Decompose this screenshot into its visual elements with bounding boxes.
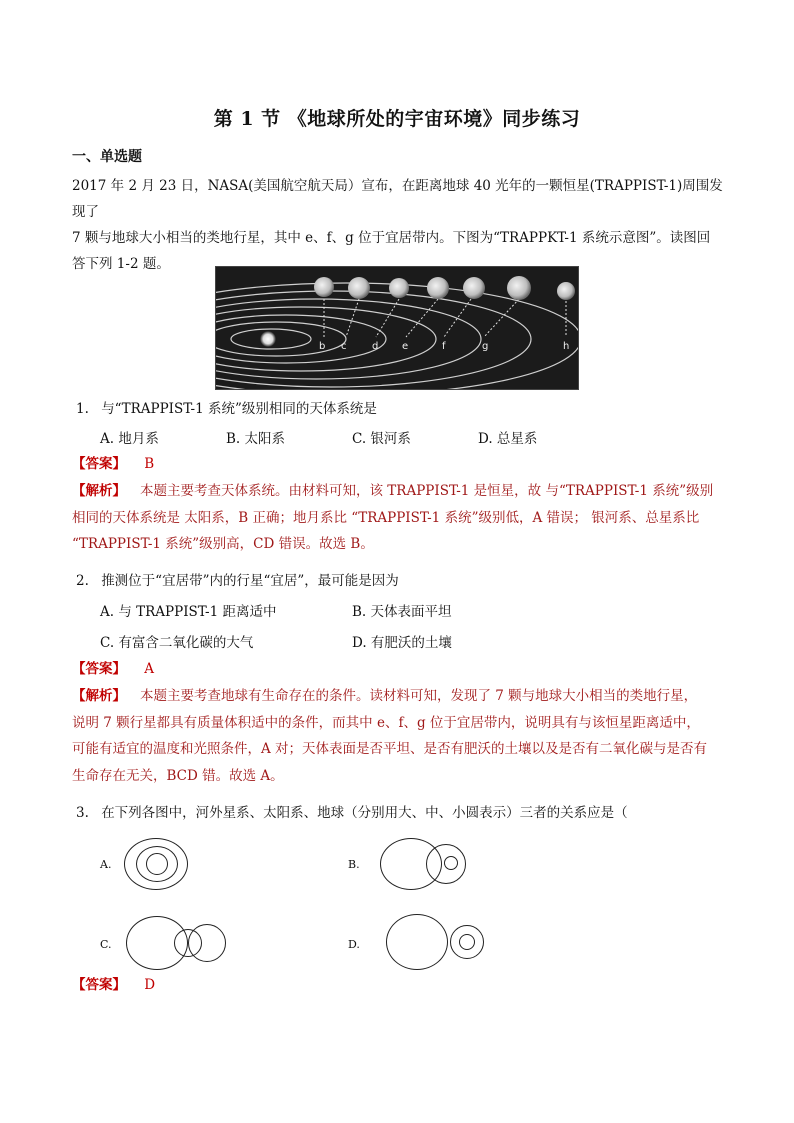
- planet-icon: [463, 277, 485, 299]
- q3-option-d-diagram: [386, 914, 486, 970]
- question-1: [76, 396, 377, 422]
- planet-icon: [557, 282, 575, 300]
- q3-option-b-diagram: [380, 838, 480, 890]
- small-circle: [444, 856, 458, 870]
- q3-answer: [72, 972, 155, 998]
- q2-option-b: B. 天体表面平坦: [352, 604, 452, 620]
- answer-label: 【答案】: [72, 661, 126, 677]
- q3-option-a-label: A.: [100, 858, 112, 871]
- analysis-line: 可能有适宜的温度和光照条件，A 对；天体表面是否平坦、是否有肥沃的土壤以及是否有二氧化碳与是否有: [72, 741, 708, 757]
- answer-label: 【答案】: [72, 977, 126, 993]
- planet-label: h: [563, 341, 570, 352]
- planet-icon: [507, 276, 531, 300]
- planet-icon: [389, 278, 409, 298]
- analysis-label: 【解析】: [72, 483, 126, 499]
- analysis-line: 相同的天体系统是 太阳系，B 正确；地月系比 “TRAPPIST-1 系统”级别低，A 错误； 银河系、总星系比: [72, 509, 700, 526]
- analysis-line: “TRAPPIST-1 系统”级别高，CD 错误。故选 B。: [72, 536, 374, 552]
- planet-label: b: [319, 341, 326, 352]
- answer-value: B: [144, 456, 155, 472]
- answer-value: A: [144, 661, 155, 677]
- q3-option-a-diagram: [124, 838, 190, 890]
- q1-option-d: D. 总星系: [478, 431, 538, 447]
- trappist-system-figure: [215, 266, 579, 390]
- small-circle: [146, 853, 168, 875]
- medium-circle: [188, 924, 226, 962]
- trappist-diagram: [216, 267, 578, 389]
- q2-analysis: [72, 683, 732, 789]
- page-title: 第 1 节 《地球所处的宇宙环境》同步练习: [213, 108, 581, 130]
- q1-option-b: B. 太阳系: [226, 431, 286, 447]
- planet-icon: [348, 277, 370, 299]
- planet-icon: [427, 277, 449, 299]
- q3-option-b-label: B.: [348, 858, 360, 871]
- intro-line: 7 颗与地球大小相当的类地行星，其中 e、f、g 位于宜居带内。下图为“TRAPPKT-1 系统示意图”。读图回: [72, 230, 711, 246]
- analysis-line: 本题主要考查天体系统。由材料可知，该 TRAPPIST-1 是恒星，故 与“TRAPPIST-1 系统”级别: [140, 483, 714, 499]
- intro-paragraph: [72, 173, 724, 277]
- question-text: 在下列各图中，河外星系、太阳系、地球（分别用大、中、小圆表示）三者的关系应是（: [101, 805, 628, 821]
- analysis-line: 生命存在无关，BCD 错。故选 A。: [72, 767, 284, 784]
- q1-answer: [72, 451, 154, 477]
- intro-line: 2017 年 2 月 23 日，NASA(美国航空航天局）宣布，在距离地球 40 光年的一颗恒星(TRAPPIST-1)周围发现了: [72, 178, 723, 220]
- question-2: [76, 568, 399, 594]
- answer-label: 【答案】: [72, 456, 126, 472]
- intro-line: 答下列 1-2 题。: [72, 256, 170, 272]
- q2-option-d: D. 有肥沃的土壤: [352, 635, 452, 651]
- question-text: 与“TRAPPIST-1 系统”级别相同的天体系统是: [101, 401, 377, 417]
- q3-option-d-label: D.: [348, 938, 360, 951]
- analysis-line: 说明 7 颗行星都具有质量体积适中的条件，而其中 e、f、g 位于宜居带内，说明具有与该恒星距离适中，: [72, 714, 700, 731]
- star-icon: [260, 331, 276, 347]
- question-number: 2.: [76, 573, 89, 589]
- q1-analysis: [72, 478, 732, 558]
- q2-answer: [72, 656, 154, 682]
- planet-label: f: [442, 341, 446, 352]
- planet-label: d: [372, 341, 379, 352]
- planet-label: e: [402, 341, 409, 352]
- q1-option-a: A. 地月系: [100, 431, 159, 447]
- planet-label: c: [341, 341, 347, 352]
- q1-option-c: C. 银河系: [352, 431, 411, 447]
- analysis-label: 【解析】: [72, 688, 126, 704]
- question-text: 推测位于“宜居带”内的行星“宜居”，最可能是因为: [101, 573, 399, 589]
- q2-option-c: C. 有富含二氧化碳的大气: [100, 635, 254, 651]
- q3-option-c-diagram: [126, 916, 230, 970]
- answer-value: D: [144, 977, 156, 993]
- question-number: 3.: [76, 805, 89, 821]
- section-heading: 一、单选题: [72, 149, 142, 165]
- question-3: [76, 800, 628, 826]
- large-circle: [386, 914, 448, 970]
- q3-option-c-label: C.: [100, 938, 112, 951]
- small-circle: [459, 934, 475, 950]
- q2-option-a: A. 与 TRAPPIST-1 距离适中: [100, 604, 277, 620]
- analysis-line: 本题主要考查地球有生命存在的条件。读材料可知，发现了 7 颗与地球大小相当的类地行星，: [140, 688, 698, 704]
- question-number: 1.: [76, 401, 89, 417]
- planet-icon: [314, 277, 334, 297]
- planet-label: g: [482, 341, 489, 352]
